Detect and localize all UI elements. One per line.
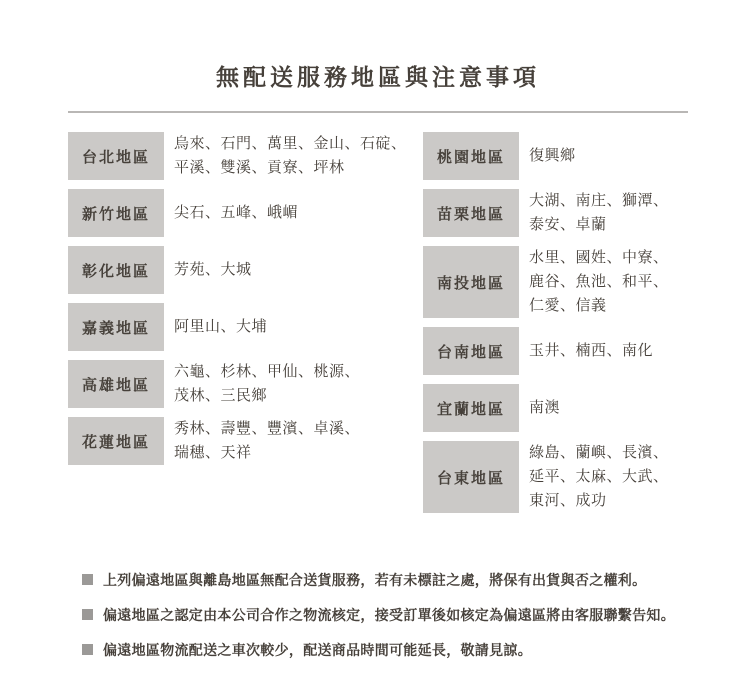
area-line: 平溪、雙溪、貢寮、坪林: [174, 159, 345, 176]
region-label: 台北地區: [68, 132, 164, 180]
note-row: [82, 570, 688, 590]
region-label: 台東地區: [423, 441, 519, 513]
region-label: 花蓮地區: [68, 417, 164, 465]
area-line: 大湖、南庄、獅潭、: [529, 192, 669, 209]
region-columns: [68, 132, 688, 522]
region-row-chiayi: [68, 303, 423, 351]
region-label: 嘉義地區: [68, 303, 164, 351]
area-line: 玉井、楠西、南化: [529, 342, 654, 359]
region-row-miaoli: [423, 189, 688, 237]
page-title: 無配送服務地區與注意事項: [216, 64, 540, 90]
region-row-kaohsiung: [68, 360, 423, 408]
region-areas: [519, 384, 688, 432]
square-bullet-icon: [82, 574, 93, 585]
note-text: 偏遠地區之認定由本公司合作之物流核定，接受訂單後如核定為偏遠區將由客服聯繫告知。: [103, 607, 675, 623]
area-line: 東河、成功: [529, 492, 607, 509]
region-column-left: [68, 132, 423, 522]
area-line: 延平、太麻、大武、: [529, 468, 669, 485]
region-row-changhua: [68, 246, 423, 294]
region-label: 桃園地區: [423, 132, 519, 180]
area-line: 秀林、壽豐、豐濱、卓溪、: [174, 420, 361, 437]
region-areas: [519, 246, 688, 318]
area-line: 六龜、杉林、甲仙、桃源、: [174, 363, 361, 380]
region-areas: [164, 303, 423, 351]
square-bullet-icon: [82, 644, 93, 655]
region-label: 南投地區: [423, 246, 519, 318]
area-line: 泰安、卓蘭: [529, 216, 607, 233]
area-line: 阿里山、大埔: [174, 318, 268, 335]
area-line: 芳苑、大城: [174, 261, 252, 278]
notes-section: [68, 570, 688, 660]
region-areas: [164, 189, 423, 237]
region-row-tainan: [423, 327, 688, 375]
square-bullet-icon: [82, 609, 93, 620]
area-line: 綠島、蘭嶼、長濱、: [529, 444, 669, 461]
region-row-taipei: [68, 132, 423, 180]
area-line: 鹿谷、魚池、和平、: [529, 273, 669, 290]
area-line: 茂林、三民鄉: [174, 387, 268, 404]
region-areas: [519, 132, 688, 180]
region-areas: [164, 360, 423, 408]
region-label: 新竹地區: [68, 189, 164, 237]
region-row-yilan: [423, 384, 688, 432]
area-line: 烏來、石門、萬里、金山、石碇、: [174, 135, 407, 152]
region-label: 台南地區: [423, 327, 519, 375]
region-label: 高雄地區: [68, 360, 164, 408]
area-line: 尖石、五峰、峨嵋: [174, 204, 299, 221]
note-text: 偏遠地區物流配送之車次較少，配送商品時間可能延長，敬請見諒。: [103, 642, 532, 658]
region-areas: [164, 417, 423, 465]
area-line: 水里、國姓、中寮、: [529, 249, 669, 266]
region-row-nantou: [423, 246, 688, 318]
region-areas: [519, 327, 688, 375]
content-area: [68, 0, 688, 660]
note-row: [82, 640, 688, 660]
area-line: 南澳: [529, 399, 561, 416]
region-areas: [164, 132, 423, 180]
region-label: 苗栗地區: [423, 189, 519, 237]
region-row-taitung: [423, 441, 688, 513]
note-text: 上列偏遠地區與離島地區無配合送貨服務，若有未標註之處，將保有出貨與否之權利。: [103, 572, 647, 588]
area-line: 復興鄉: [529, 147, 576, 164]
region-areas: [519, 189, 688, 237]
region-column-right: [423, 132, 688, 522]
title-divider: [68, 111, 688, 113]
region-row-hualien: [68, 417, 423, 465]
area-line: 仁愛、信義: [529, 297, 607, 314]
area-line: 瑞穗、天祥: [174, 444, 252, 461]
region-label: 宜蘭地區: [423, 384, 519, 432]
region-label: 彰化地區: [68, 246, 164, 294]
region-areas: [164, 246, 423, 294]
region-row-hsinchu: [68, 189, 423, 237]
note-row: [82, 605, 688, 625]
region-areas: [519, 441, 688, 513]
region-row-taoyuan: [423, 132, 688, 180]
